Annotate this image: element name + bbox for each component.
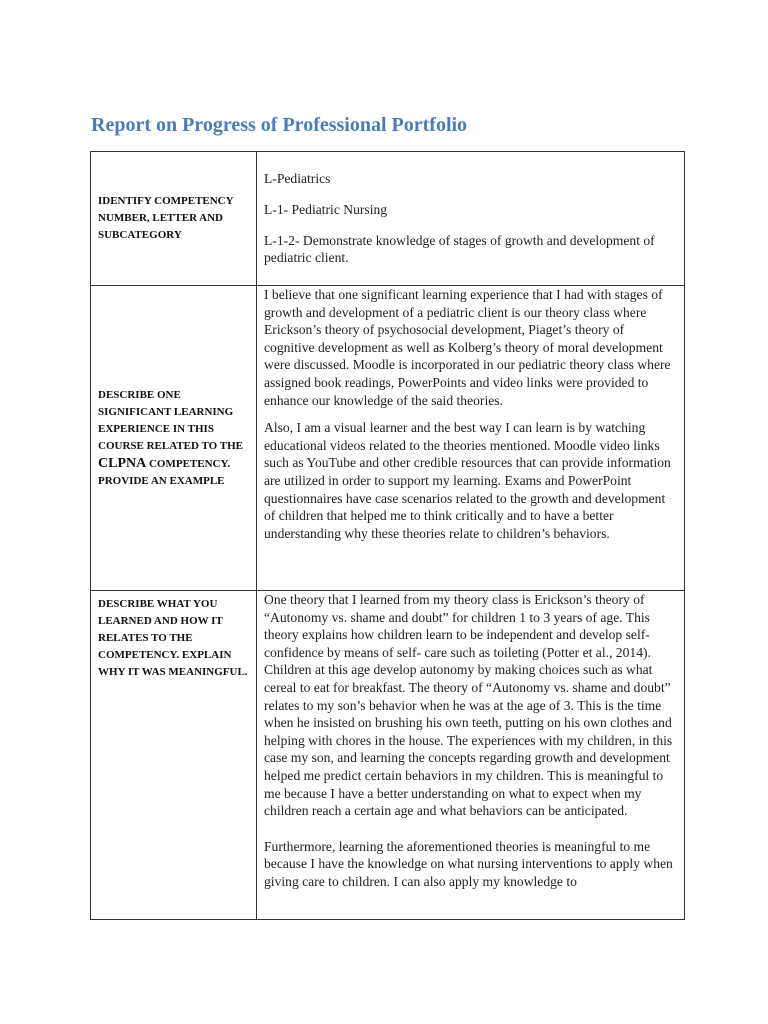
portfolio-table — [90, 151, 685, 920]
experience-paragraph: Also, I am a visual learner and the best way I can learn is by watching educational videos related to the theories mentioned. Moodle video links such as YouTube and other credible resources that can provide information are utilized in order to support my learning. Exams and PowerPoint questionnaires have case scenarios related to the growth and development of children that helped me to think critically and to have a better understanding why these theories relate to children’s behaviors. — [264, 420, 671, 541]
document-title: Report on Progress of Professional Portfolio — [91, 114, 468, 136]
clpna-text: CLPNA — [98, 455, 147, 471]
table-row — [91, 152, 685, 286]
learned-paragraph: One theory that I learned from my theory class is Erickson’s theory of “Autonomy vs. shame and doubt” for children 1 to 3 years of age. This theory explains how children learn to be independent and develop self-confidence by means of self- care such as toileting (Potter et al., 2014). Children at this age develop autonomy by making choices such as what cereal to eat for breakfast. The theory of “Autonomy vs. shame and doubt” relates to my son’s behavior when he was at the age of 3. This is the time when he insisted on brushing his own teeth, putting on his own clothes and helping with chores in the house. The experiences with my children, in this case my son, and learning the concepts regarding growth and development helped me predict certain behaviors in my children. This is meaningful to me because I have a better understanding on what to expect when my children reach a certain age and what behaviors can be anticipated. — [264, 592, 673, 819]
competency-line: L-1- Pediatric Nursing — [264, 201, 388, 217]
competency-line: L-1-2- Demonstrate knowledge of stages of growth and development of pediatric client. — [264, 232, 655, 266]
learned-label — [91, 591, 257, 920]
competency-line: L-Pediatrics — [264, 171, 331, 187]
experience-paragraph: I believe that one significant learning experience that I had with stages of growth and development of a pediatric client is our theory class where Erickson’s theory of psychosocial development, Piaget’s theory of cognitive development as well as Kolberg’s theory of moral development were discussed. Moodle is incorporated in our pediatric theory class where assigned book readings, PowerPoints and video links were provided to enhance our knowledge of the said theories. — [264, 287, 671, 408]
table-row — [91, 286, 685, 591]
experience-label-text-end: COMPETENCY. PROVIDE AN EXAMPLE — [98, 457, 231, 487]
experience-content — [257, 286, 685, 591]
competency-content — [257, 152, 685, 286]
learned-label-text: DESCRIBE WHAT YOU LEARNED AND HOW IT RELATES TO THE COMPETENCY. EXPLAIN WHY IT WAS MEANINGFUL. — [98, 598, 248, 678]
learned-content — [257, 591, 685, 920]
table-row — [91, 591, 685, 920]
competency-label-text: IDENTIFY COMPETENCY NUMBER, LETTER AND SUBCATEGORY — [98, 195, 234, 241]
experience-label — [91, 286, 257, 591]
competency-label — [91, 152, 257, 286]
experience-label-text: DESCRIBE ONE SIGNIFICANT LEARNING EXPERIENCE IN THIS COURSE RELATED TO THE — [98, 388, 243, 452]
learned-paragraph: Furthermore, learning the aforementioned theories is meaningful to me because I have the knowledge on what nursing interventions to apply when giving care to children. I can also apply my knowledge to — [264, 838, 673, 889]
